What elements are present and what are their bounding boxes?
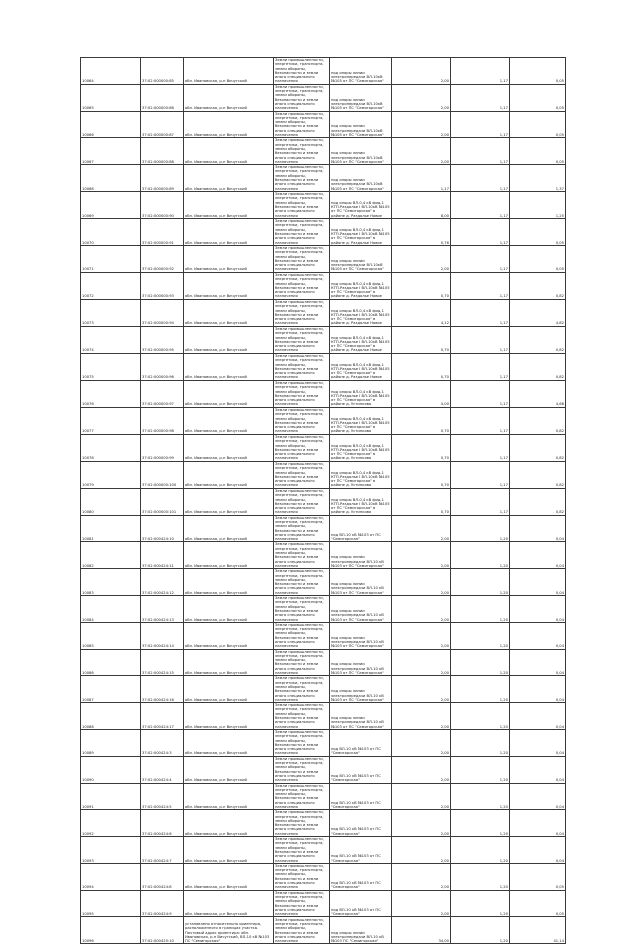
table-row [81,191,566,218]
record-number-cell: 10091 [81,783,141,810]
table-row [81,111,566,138]
coefficient-cell: 1,20 [451,729,510,756]
address-cell: обл. Ивановская, р-н Вичугский [184,488,274,515]
record-number-cell: 10071 [81,245,141,272]
cadastral-number-cell: 37:02:000000:94 [141,299,184,326]
land-plot-table [80,57,566,944]
permitted-use-cell: под опоры ВЛ-0,4 кВ фид.1 КТП-Раздолье I ВЛ-10кВ №105 от ПС "Семигорская" в районе д. Устинково [330,380,392,407]
address-cell: обл. Ивановская, р-н Вичугский [184,676,274,703]
record-number-cell: 10077 [81,407,141,434]
area-cell: 2,00 [392,569,451,596]
value-cell: 1,37 [510,165,566,192]
address-cell: обл. Ивановская, р-н Вичугский [184,810,274,837]
record-number-cell: 10096 [81,917,141,944]
value-cell: 0,04 [510,703,566,730]
cadastral-number-cell: 37:02:000000:101 [141,488,184,515]
table-row [81,622,566,649]
coefficient-cell: 1,17 [451,407,510,434]
table-row [81,353,566,380]
table-row [81,272,566,299]
land-category-cell: Земли промышленности, энергетики, транспорта, земли обороны, безопасности и земли иного специального назначения [274,756,330,783]
cadastral-number-cell: 37:02:000424:13 [141,596,184,623]
coefficient-cell: 1,17 [451,488,510,515]
value-cell: 0,05 [510,138,566,165]
permitted-use-cell: под ВЛ-10 кВ №103 от ПС "Семигорская" [330,729,392,756]
cadastral-number-cell: 37:02:000424:6 [141,810,184,837]
record-number-cell: 10070 [81,218,141,245]
permitted-use-cell: под опоры ВЛ-0,4 кВ фид.1 КТП-Раздолье I ВЛ-10кВ №105 от ПС "Семигорская" в районе д. Устинково [330,434,392,461]
address-cell: обл. Ивановская, р-н Вичугский [184,326,274,353]
value-cell: 0,04 [510,676,566,703]
table-row [81,515,566,542]
coefficient-cell: 1,20 [451,649,510,676]
cadastral-number-cell: 37:02:000424:11 [141,542,184,569]
address-cell: обл. Ивановская, р-н Вичугский [184,783,274,810]
permitted-use-cell: под опоры линии электропередачи ВЛ-10 кВ №103 ПС "Семигорская" [330,917,392,944]
area-cell: 8,00 [392,191,451,218]
permitted-use-cell: под ВЛ-10 кВ №103 от ПС "Семигорская" [330,515,392,542]
coefficient-cell: 1,17 [451,218,510,245]
cadastral-number-cell: 37:02:000424:12 [141,569,184,596]
value-cell: 0,05 [510,84,566,111]
permitted-use-cell: под опоры ВЛ-0,4 кВ фид.1 КТП-Раздолье I ВЛ-10кВ №105 от ПС "Семигорская" в районе д. Раздолье Новое [330,272,392,299]
value-cell: 0,04 [510,649,566,676]
record-number-cell: 10095 [81,890,141,917]
record-number-cell: 10074 [81,326,141,353]
area-cell: 2,00 [392,111,451,138]
address-cell: обл. Ивановская, р-н Вичугский [184,407,274,434]
address-cell: обл. Ивановская, р-н Вичугский [184,863,274,890]
value-cell: 0,04 [510,569,566,596]
land-category-cell: Земли промышленности, энергетики, транспорта, земли обороны, безопасности и земли иного специального назначения [274,488,330,515]
coefficient-cell: 1,20 [451,863,510,890]
record-number-cell: 10094 [81,863,141,890]
permitted-use-cell: под ВЛ-10 кВ №103 от ПС "Семигорская" [330,890,392,917]
permitted-use-cell: под опоры ВЛ-0,4 кВ фид.1 КТП-Раздолье I ВЛ-10кВ №105 от ПС "Семигорская" в районе д. Раздолье Новое [330,326,392,353]
address-cell: обл. Ивановская, р-н Вичугский [184,756,274,783]
land-category-cell: Земли промышленности, энергетики, транспорта, земли обороны, безопасности и земли иного специального назначения [274,111,330,138]
area-cell: 2,00 [392,84,451,111]
area-cell: 0,70 [392,272,451,299]
record-number-cell: 10072 [81,272,141,299]
permitted-use-cell: под опоры линии электропередачи ВЛ-10кВ №105 от ПС "Семигорская" [330,245,392,272]
coefficient-cell: 1,17 [451,272,510,299]
table-body [81,58,566,944]
record-number-cell: 10069 [81,191,141,218]
permitted-use-cell: под опоры линии электропередачи ВЛ-10 кВ №103 от ПС "Семигорская" [330,622,392,649]
coefficient-cell: 1,20 [451,917,510,944]
table-row [81,245,566,272]
land-category-cell: Земли промышленности, энергетики, транспорта, земли обороны, безопасности и земли иного специального назначения [274,407,330,434]
land-category-cell: Земли промышленности, энергетики, транспорта, земли обороны, безопасности и земли иного специального назначения [274,863,330,890]
record-number-cell: 10081 [81,515,141,542]
record-number-cell: 10080 [81,488,141,515]
value-cell: 0,82 [510,488,566,515]
coefficient-cell: 1,17 [451,58,510,85]
coefficient-cell: 1,17 [451,326,510,353]
value-cell: 0,82 [510,353,566,380]
table-row [81,890,566,917]
permitted-use-cell: под ВЛ-10 кВ №103 от ПС "Семигорская" [330,863,392,890]
address-cell: обл. Ивановская, р-н Вичугский [184,380,274,407]
area-cell: 2,00 [392,138,451,165]
permitted-use-cell: под опоры линии электропередачи ВЛ-10 кВ №103 от ПС "Семигорская" [330,596,392,623]
address-cell: обл. Ивановская, р-н Вичугский [184,596,274,623]
land-category-cell: Земли промышленности, энергетики, транспорта, земли обороны, безопасности и земли иного специального назначения [274,58,330,85]
land-category-cell: Земли промышленности, энергетики, транспорта, земли обороны, безопасности и земли иного специального назначения [274,810,330,837]
address-cell: обл. Ивановская, р-н Вичугский [184,111,274,138]
land-category-cell: Земли промышленности, энергетики, транспорта, земли обороны, безопасности и земли иного специального назначения [274,542,330,569]
permitted-use-cell: под ВЛ-10 кВ №103 от ПС "Семигорская" [330,837,392,864]
area-cell: 1,17 [392,165,451,192]
cadastral-number-cell: 37:02:000424:14 [141,622,184,649]
value-cell: 0,05 [510,111,566,138]
record-number-cell: 10067 [81,138,141,165]
permitted-use-cell: под опоры линии электропередачи ВЛ-10 кВ №103 от ПС "Семигорская" [330,542,392,569]
coefficient-cell: 1,20 [451,622,510,649]
table-row [81,58,566,85]
cadastral-number-cell: 37:02:000000:93 [141,272,184,299]
address-cell: обл. Ивановская, р-н Вичугский [184,245,274,272]
cadastral-number-cell: 37:02:000000:100 [141,461,184,488]
coefficient-cell: 1,17 [451,299,510,326]
address-cell: обл. Ивановская, р-н Вичугский [184,569,274,596]
land-category-cell: Земли промышленности, энергетики, транспорта, земли обороны, безопасности и земли иного специального назначения [274,649,330,676]
area-cell: 0,70 [392,461,451,488]
table-row [81,703,566,730]
land-category-cell: Земли промышленности, энергетики, транспорта, земли обороны, безопасности и земли иного специального назначения [274,837,330,864]
permitted-use-cell: под ВЛ-10 кВ №103 от ПС "Семигорская" [330,783,392,810]
coefficient-cell: 1,20 [451,596,510,623]
record-number-cell: 10082 [81,542,141,569]
cadastral-number-cell: 37:02:000000:99 [141,434,184,461]
land-category-cell: Земли промышленности, энергетики, транспорта, земли обороны, безопасности и земли иного специального назначения [274,326,330,353]
coefficient-cell: 1,20 [451,783,510,810]
land-category-cell: Земли промышленности, энергетики, транспорта, земли обороны, безопасности и земли иного специального назначения [274,703,330,730]
permitted-use-cell: под опоры линии электропередачи ВЛ-10кВ №105 от ПС "Семигорская" [330,138,392,165]
value-cell: 4,82 [510,299,566,326]
value-cell: 0,82 [510,407,566,434]
record-number-cell: 10076 [81,380,141,407]
coefficient-cell: 1,17 [451,111,510,138]
permitted-use-cell: под опоры ВЛ-0,4 кВ фид.1 КТП-Раздолье I ВЛ-10кВ №105 от ПС "Семигорская" в районе д. Раздолье Новое [330,353,392,380]
address-cell: обл. Ивановская, р-н Вичугский [184,649,274,676]
area-cell: 2,00 [392,245,451,272]
land-category-cell: Земли промышленности, энергетики, транспорта, земли обороны, безопасности и земли иного специального назначения [274,299,330,326]
land-category-cell: Земли промышленности, энергетики, транспорта, земли обороны, безопасности и земли иного специального назначения [274,596,330,623]
record-number-cell: 10090 [81,756,141,783]
record-number-cell: 10065 [81,84,141,111]
area-cell: 2,00 [392,649,451,676]
land-category-cell: Земли промышленности, энергетики, транспорта, земли обороны, безопасности и земли иного специального назначения [274,191,330,218]
coefficient-cell: 1,20 [451,890,510,917]
table-row [81,649,566,676]
area-cell: 2,00 [392,58,451,85]
land-category-cell: Земли промышленности, энергетики, транспорта, земли обороны, безопасности и земли иного специального назначения [274,434,330,461]
area-cell: 2,00 [392,810,451,837]
area-cell: 2,00 [392,729,451,756]
area-cell: 2,00 [392,622,451,649]
record-number-cell: 10089 [81,729,141,756]
value-cell: 0,82 [510,326,566,353]
cadastral-number-cell: 37:02:000424:16 [141,676,184,703]
coefficient-cell: 1,17 [451,461,510,488]
area-cell: 0,70 [392,407,451,434]
record-number-cell: 10088 [81,703,141,730]
value-cell: 0,82 [510,272,566,299]
table-row [81,810,566,837]
area-cell: 0,70 [392,326,451,353]
area-cell: 2,00 [392,890,451,917]
area-cell: 2,00 [392,783,451,810]
address-cell: установлено относительно ориентира, расположенного в границах участка. Почтовый адрес ориентира: обл. Ивановская, р-н Вичугский, ВЛ-10 кВ №103 ПС "Семигорская" [184,917,274,944]
cadastral-number-cell: 37:02:000000:87 [141,111,184,138]
coefficient-cell: 1,20 [451,810,510,837]
address-cell: обл. Ивановская, р-н Вичугский [184,703,274,730]
permitted-use-cell: под опоры ВЛ-0,4 кВ фид.1 КТП-Раздолье I ВЛ-10кВ №105 от ПС "Семигорская" в районе д. Раздолье Новое [330,191,392,218]
land-category-cell: Земли промышленности, энергетики, транспорта, земли обороны, безопасности и земли иного специального назначения [274,622,330,649]
area-cell: 2,00 [392,596,451,623]
land-category-cell: Земли промышленности, энергетики, транспорта, земли обороны, безопасности и земли иного специального назначения [274,138,330,165]
value-cell: 0,05 [510,863,566,890]
coefficient-cell: 1,20 [451,676,510,703]
address-cell: обл. Ивановская, р-н Вичугский [184,515,274,542]
record-number-cell: 10092 [81,810,141,837]
land-category-cell: Земли промышленности, энергетики, транспорта, земли обороны, безопасности и земли иного специального назначения [274,272,330,299]
record-number-cell: 10078 [81,434,141,461]
coefficient-cell: 1,20 [451,569,510,596]
cadastral-number-cell: 37:02:000000:97 [141,380,184,407]
land-category-cell: Земли промышленности, энергетики, транспорта, земли обороны, безопасности и земли иного специального назначения [274,165,330,192]
value-cell: 0,05 [510,218,566,245]
address-cell: обл. Ивановская, р-н Вичугский [184,299,274,326]
area-cell: 4,12 [392,299,451,326]
land-category-cell: Земли промышленности, энергетики, транспорта, земли обороны, безопасности и земли иного специального назначения [274,245,330,272]
cadastral-number-cell: 37:02:000424:5 [141,783,184,810]
cadastral-number-cell: 37:02:000424:9 [141,890,184,917]
area-cell: 4,00 [392,380,451,407]
address-cell: обл. Ивановская, р-н Вичугский [184,434,274,461]
land-category-cell: Земли промышленности, энергетики, транспорта, земли обороны, безопасности и земли иного специального назначения [274,676,330,703]
record-number-cell: 10085 [81,622,141,649]
cadastral-number-cell: 37:02:000424:15 [141,649,184,676]
area-cell: 0,70 [392,488,451,515]
coefficient-cell: 1,17 [451,84,510,111]
coefficient-cell: 1,20 [451,703,510,730]
permitted-use-cell: под опоры ВЛ-0,4 кВ фид.1 КТП-Раздолье I ВЛ-10кВ №105 от ПС "Семигорская" в районе д. Устинково [330,407,392,434]
address-cell: обл. Ивановская, р-н Вичугский [184,272,274,299]
value-cell: 0,04 [510,810,566,837]
land-category-cell: Земли промышленности, энергетики, транспорта, земли обороны, безопасности и земли иного специального назначения [274,569,330,596]
coefficient-cell: 1,20 [451,837,510,864]
value-cell: 0,05 [510,245,566,272]
record-number-cell: 10086 [81,649,141,676]
table-row [81,84,566,111]
table-row [81,407,566,434]
table-row [81,165,566,192]
table-row [81,783,566,810]
area-cell: 0,70 [392,353,451,380]
cadastral-number-cell: 37:02:000424:17 [141,703,184,730]
value-cell: 0,04 [510,622,566,649]
value-cell: 0,04 [510,783,566,810]
cadastral-number-cell: 37:02:000000:92 [141,245,184,272]
value-cell: 0,04 [510,837,566,864]
permitted-use-cell: под опоры ВЛ-0,4 кВ фид.1 КТП-Раздолье I ВЛ-10кВ №105 от ПС "Семигорская" в районе д. Устинково [330,461,392,488]
land-category-cell: Земли промышленности, энергетики, транспорта, земли обороны, безопасности и земли иного специального назначения [274,353,330,380]
record-number-cell: 10093 [81,837,141,864]
coefficient-cell: 1,20 [451,756,510,783]
permitted-use-cell: под опоры ВЛ-0,4 кВ фид.1 КТП-Раздолье I ВЛ-10кВ №105 от ПС "Семигорская" в районе д. Раздолье Новое [330,218,392,245]
cadastral-number-cell: 37:02:000000:91 [141,218,184,245]
record-number-cell: 10066 [81,111,141,138]
permitted-use-cell: под опоры линии электропередачи ВЛ-10 кВ №103 от ПС "Семигорская" [330,676,392,703]
table-row [81,729,566,756]
table-row [81,138,566,165]
area-cell: 2,00 [392,863,451,890]
value-cell: 0,82 [510,461,566,488]
permitted-use-cell: под опоры ВЛ-0,4 кВ фид.1 КТП-Раздолье I ВЛ-10кВ №105 от ПС "Семигорская" в районе д. Раздолье Новое [330,299,392,326]
value-cell: 0,82 [510,434,566,461]
table-row [81,434,566,461]
table-row [81,569,566,596]
address-cell: обл. Ивановская, р-н Вичугский [184,890,274,917]
permitted-use-cell: под опоры линии электропередачи ВЛ-10 кВ №103 от ПС "Семигорская" [330,703,392,730]
address-cell: обл. Ивановская, р-н Вичугский [184,191,274,218]
cadastral-number-cell: 37:02:000000:86 [141,84,184,111]
table-row [81,596,566,623]
coefficient-cell: 1,20 [451,515,510,542]
area-cell: 2,00 [392,756,451,783]
table-row [81,299,566,326]
table-row [81,676,566,703]
coefficient-cell: 1,17 [451,353,510,380]
coefficient-cell: 1,17 [451,380,510,407]
coefficient-cell: 1,17 [451,165,510,192]
permitted-use-cell: под ВЛ-10 кВ №103 от ПС "Семигорская" [330,810,392,837]
land-category-cell: Земли промышленности, энергетики, транспорта, земли обороны, безопасности и земли иного специального назначения [274,729,330,756]
record-number-cell: 10068 [81,165,141,192]
area-cell: 2,00 [392,837,451,864]
land-category-cell: Земли промышленности, энергетики, транспорта, земли обороны, безопасности и земли иного специального назначения [274,84,330,111]
cadastral-number-cell: 37:02:000424:4 [141,756,184,783]
area-cell: 2,00 [392,676,451,703]
coefficient-cell: 1,20 [451,542,510,569]
permitted-use-cell: под опоры линии электропередачи ВЛ-10кВ №105 от ПС "Семигорская" [330,111,392,138]
area-cell: 34,00 [392,917,451,944]
area-cell: 0,70 [392,434,451,461]
land-category-cell: Земли промышленности, энергетики, транспорта, земли обороны, безопасности и земли иного специального назначения [274,783,330,810]
record-number-cell: 10083 [81,569,141,596]
cadastral-number-cell: 37:02:000425:10 [141,917,184,944]
address-cell: обл. Ивановская, р-н Вичугский [184,353,274,380]
address-cell: обл. Ивановская, р-н Вичугский [184,837,274,864]
area-cell: 2,00 [392,515,451,542]
table-row [81,461,566,488]
coefficient-cell: 1,17 [451,191,510,218]
value-cell: 0,05 [510,58,566,85]
coefficient-cell: 1,17 [451,138,510,165]
address-cell: обл. Ивановская, р-н Вичугский [184,138,274,165]
permitted-use-cell: под опоры линии электропередачи ВЛ-10кВ №105 от ПС "Семигорская" [330,84,392,111]
permitted-use-cell: под опоры линии электропередачи ВЛ-10 кВ №103 от ПС "Семигорская" [330,649,392,676]
value-cell: 0,04 [510,596,566,623]
record-number-cell: 10084 [81,596,141,623]
value-cell: 4,68 [510,380,566,407]
cadastral-number-cell: 37:02:000000:85 [141,58,184,85]
table-row [81,863,566,890]
land-category-cell: Земли промышленности, энергетики, транспорта, земли обороны, безопасности и земли иного специального назначения [274,515,330,542]
cadastral-number-cell: 37:02:000000:89 [141,165,184,192]
value-cell: 0,04 [510,756,566,783]
permitted-use-cell: под опоры линии электропередачи ВЛ-10 кВ №103 от ПС "Семигорская" [330,569,392,596]
cadastral-number-cell: 37:02:000000:90 [141,191,184,218]
record-number-cell: 10073 [81,299,141,326]
value-cell: 0,04 [510,542,566,569]
permitted-use-cell: под ВЛ-10 кВ №103 от ПС "Семигорская" [330,756,392,783]
record-number-cell: 10079 [81,461,141,488]
land-category-cell: Земли промышленности, энергетики, транспорта, земли обороны, безопасности и земли иного специального назначения [274,461,330,488]
cadastral-number-cell: 37:02:000424:8 [141,863,184,890]
address-cell: обл. Ивановская, р-н Вичугский [184,461,274,488]
table-row [81,218,566,245]
address-cell: обл. Ивановская, р-н Вичугский [184,542,274,569]
land-category-cell: Земли промышленности, энергетики, транспорта, земли обороны, безопасности и земли иного специального назначения [274,218,330,245]
value-cell: 0,04 [510,729,566,756]
table-row [81,917,566,944]
area-cell: 0,76 [392,218,451,245]
table-row [81,837,566,864]
permitted-use-cell: под опоры линии электропередачи ВЛ-10кВ №105 от ПС "Семигорская" [330,58,392,85]
address-cell: обл. Ивановская, р-н Вичугский [184,218,274,245]
cadastral-number-cell: 37:02:000000:96 [141,353,184,380]
table-row [81,488,566,515]
land-category-cell: Земли промышленности, энергетики, транспорта, земли обороны, безопасности и земли иного специального назначения [274,380,330,407]
table-row [81,326,566,353]
table-row [81,380,566,407]
address-cell: обл. Ивановская, р-н Вичугский [184,58,274,85]
record-number-cell: 10064 [81,58,141,85]
value-cell: 0,04 [510,515,566,542]
record-number-cell: 10075 [81,353,141,380]
area-cell: 2,00 [392,542,451,569]
address-cell: обл. Ивановская, р-н Вичугский [184,622,274,649]
cadastral-number-cell: 37:02:000424:10 [141,515,184,542]
address-cell: обл. Ивановская, р-н Вичугский [184,165,274,192]
permitted-use-cell: под опоры линии электропередачи ВЛ-10кВ №105 от ПС "Семигорская" [330,165,392,192]
cadastral-number-cell: 37:02:000000:95 [141,326,184,353]
record-number-cell: 10087 [81,676,141,703]
permitted-use-cell: под опоры ВЛ-0,4 кВ фид.1 КТП-Раздолье I ВЛ-10кВ №105 от ПС "Семигорская" в районе д. Устинково [330,488,392,515]
coefficient-cell: 1,17 [451,434,510,461]
cadastral-number-cell: 37:02:000000:98 [141,407,184,434]
address-cell: обл. Ивановская, р-н Вичугский [184,729,274,756]
coefficient-cell: 1,17 [451,245,510,272]
cadastral-number-cell: 37:02:000424:7 [141,837,184,864]
cadastral-number-cell: 37:02:000000:88 [141,138,184,165]
value-cell: 0,05 [510,890,566,917]
land-category-cell: Земли промышленности, энергетики, транспорта, земли обороны, безопасности и земли иного специального назначения [274,917,330,944]
cadastral-number-cell: 37:02:000424:3 [141,729,184,756]
address-cell: обл. Ивановская, р-н Вичугский [184,84,274,111]
area-cell: 2,00 [392,703,451,730]
table-row [81,542,566,569]
value-cell: 41,14 [510,917,566,944]
value-cell: 1,25 [510,191,566,218]
table-row [81,756,566,783]
land-category-cell: Земли промышленности, энергетики, транспорта, земли обороны, безопасности и земли иного специального назначения [274,890,330,917]
